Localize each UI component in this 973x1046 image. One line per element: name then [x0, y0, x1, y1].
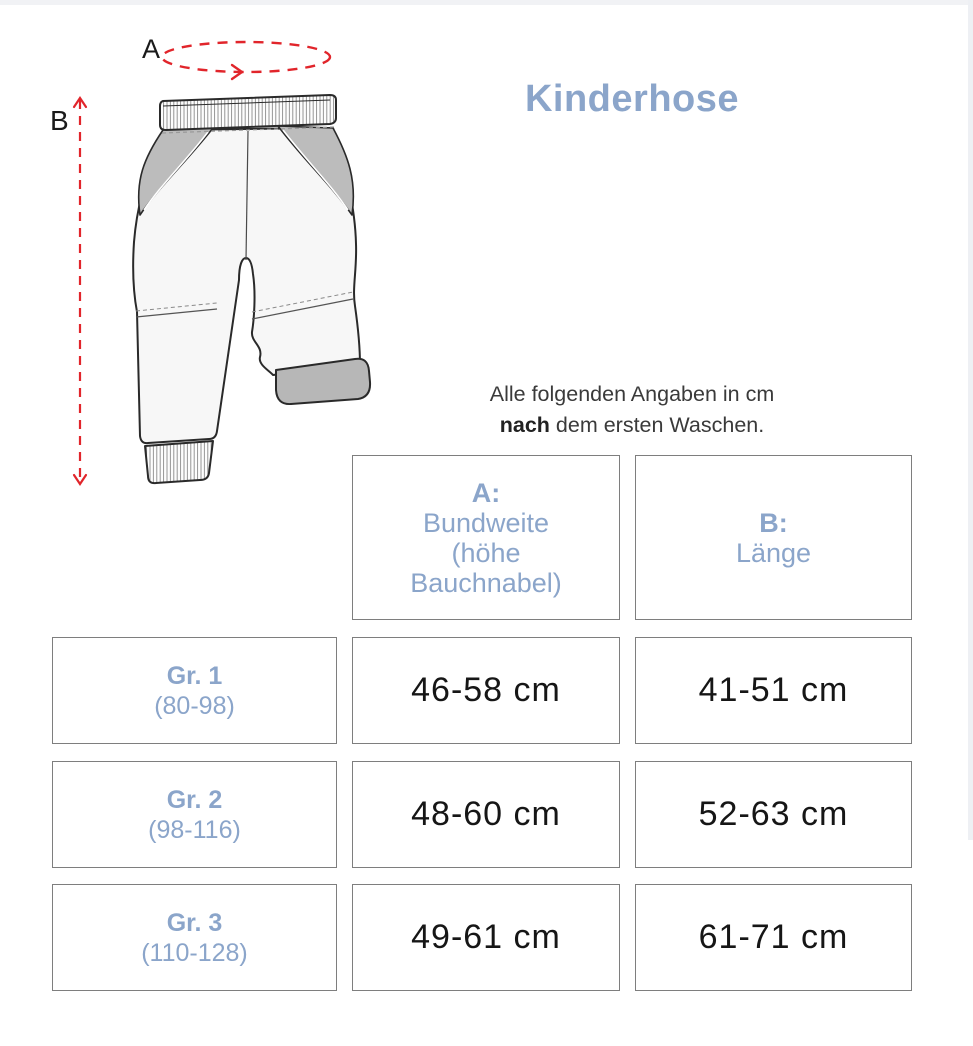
row-size3-label	[52, 884, 337, 991]
page-title: Kinderhose	[524, 78, 740, 120]
column-a-label: Bundweite (höhe Bauchnabel)	[410, 507, 562, 598]
row-size1-laenge	[635, 637, 912, 744]
row-size2-laenge	[635, 761, 912, 868]
page-top-edge	[0, 0, 973, 5]
value-b: 61-71 cm	[698, 918, 849, 956]
column-b-label: Länge	[735, 537, 812, 568]
row-size1-bundweite	[352, 637, 620, 744]
column-a-key: A:	[471, 477, 501, 508]
note-bold-word: nach	[499, 413, 550, 437]
size-name: Gr. 3	[166, 908, 223, 937]
row-size3-laenge	[635, 884, 912, 991]
column-header-b	[635, 455, 912, 620]
value-a: 48-60 cm	[411, 795, 561, 833]
size-range: (98-116)	[148, 815, 241, 844]
measure-a-ellipse	[162, 42, 330, 72]
size-range: (110-128)	[141, 938, 248, 967]
note-line1: Alle folgenden Angaben in cm	[489, 382, 775, 406]
size-name: Gr. 1	[166, 661, 223, 690]
row-size1-label	[52, 637, 337, 744]
row-size2-bundweite	[352, 761, 620, 868]
left-ankle-cuff	[145, 441, 213, 483]
value-b: 52-63 cm	[698, 795, 849, 833]
value-a: 49-61 cm	[411, 918, 561, 956]
measure-a-label: A	[142, 34, 161, 64]
row-size2-label	[52, 761, 337, 868]
page-right-edge	[968, 0, 973, 840]
column-b-key: B:	[759, 507, 788, 538]
pants-illustration	[30, 20, 390, 495]
measurement-note	[372, 379, 892, 441]
size-name: Gr. 2	[166, 785, 223, 814]
column-header-a	[352, 455, 620, 620]
value-b: 41-51 cm	[698, 671, 849, 709]
note-line2-rest: dem ersten Waschen.	[549, 413, 765, 437]
measure-b-label: B	[50, 105, 69, 136]
row-size3-bundweite	[352, 884, 620, 991]
size-range: (80-98)	[154, 691, 235, 720]
pants-diagram	[30, 20, 390, 495]
value-a: 46-58 cm	[411, 671, 561, 709]
